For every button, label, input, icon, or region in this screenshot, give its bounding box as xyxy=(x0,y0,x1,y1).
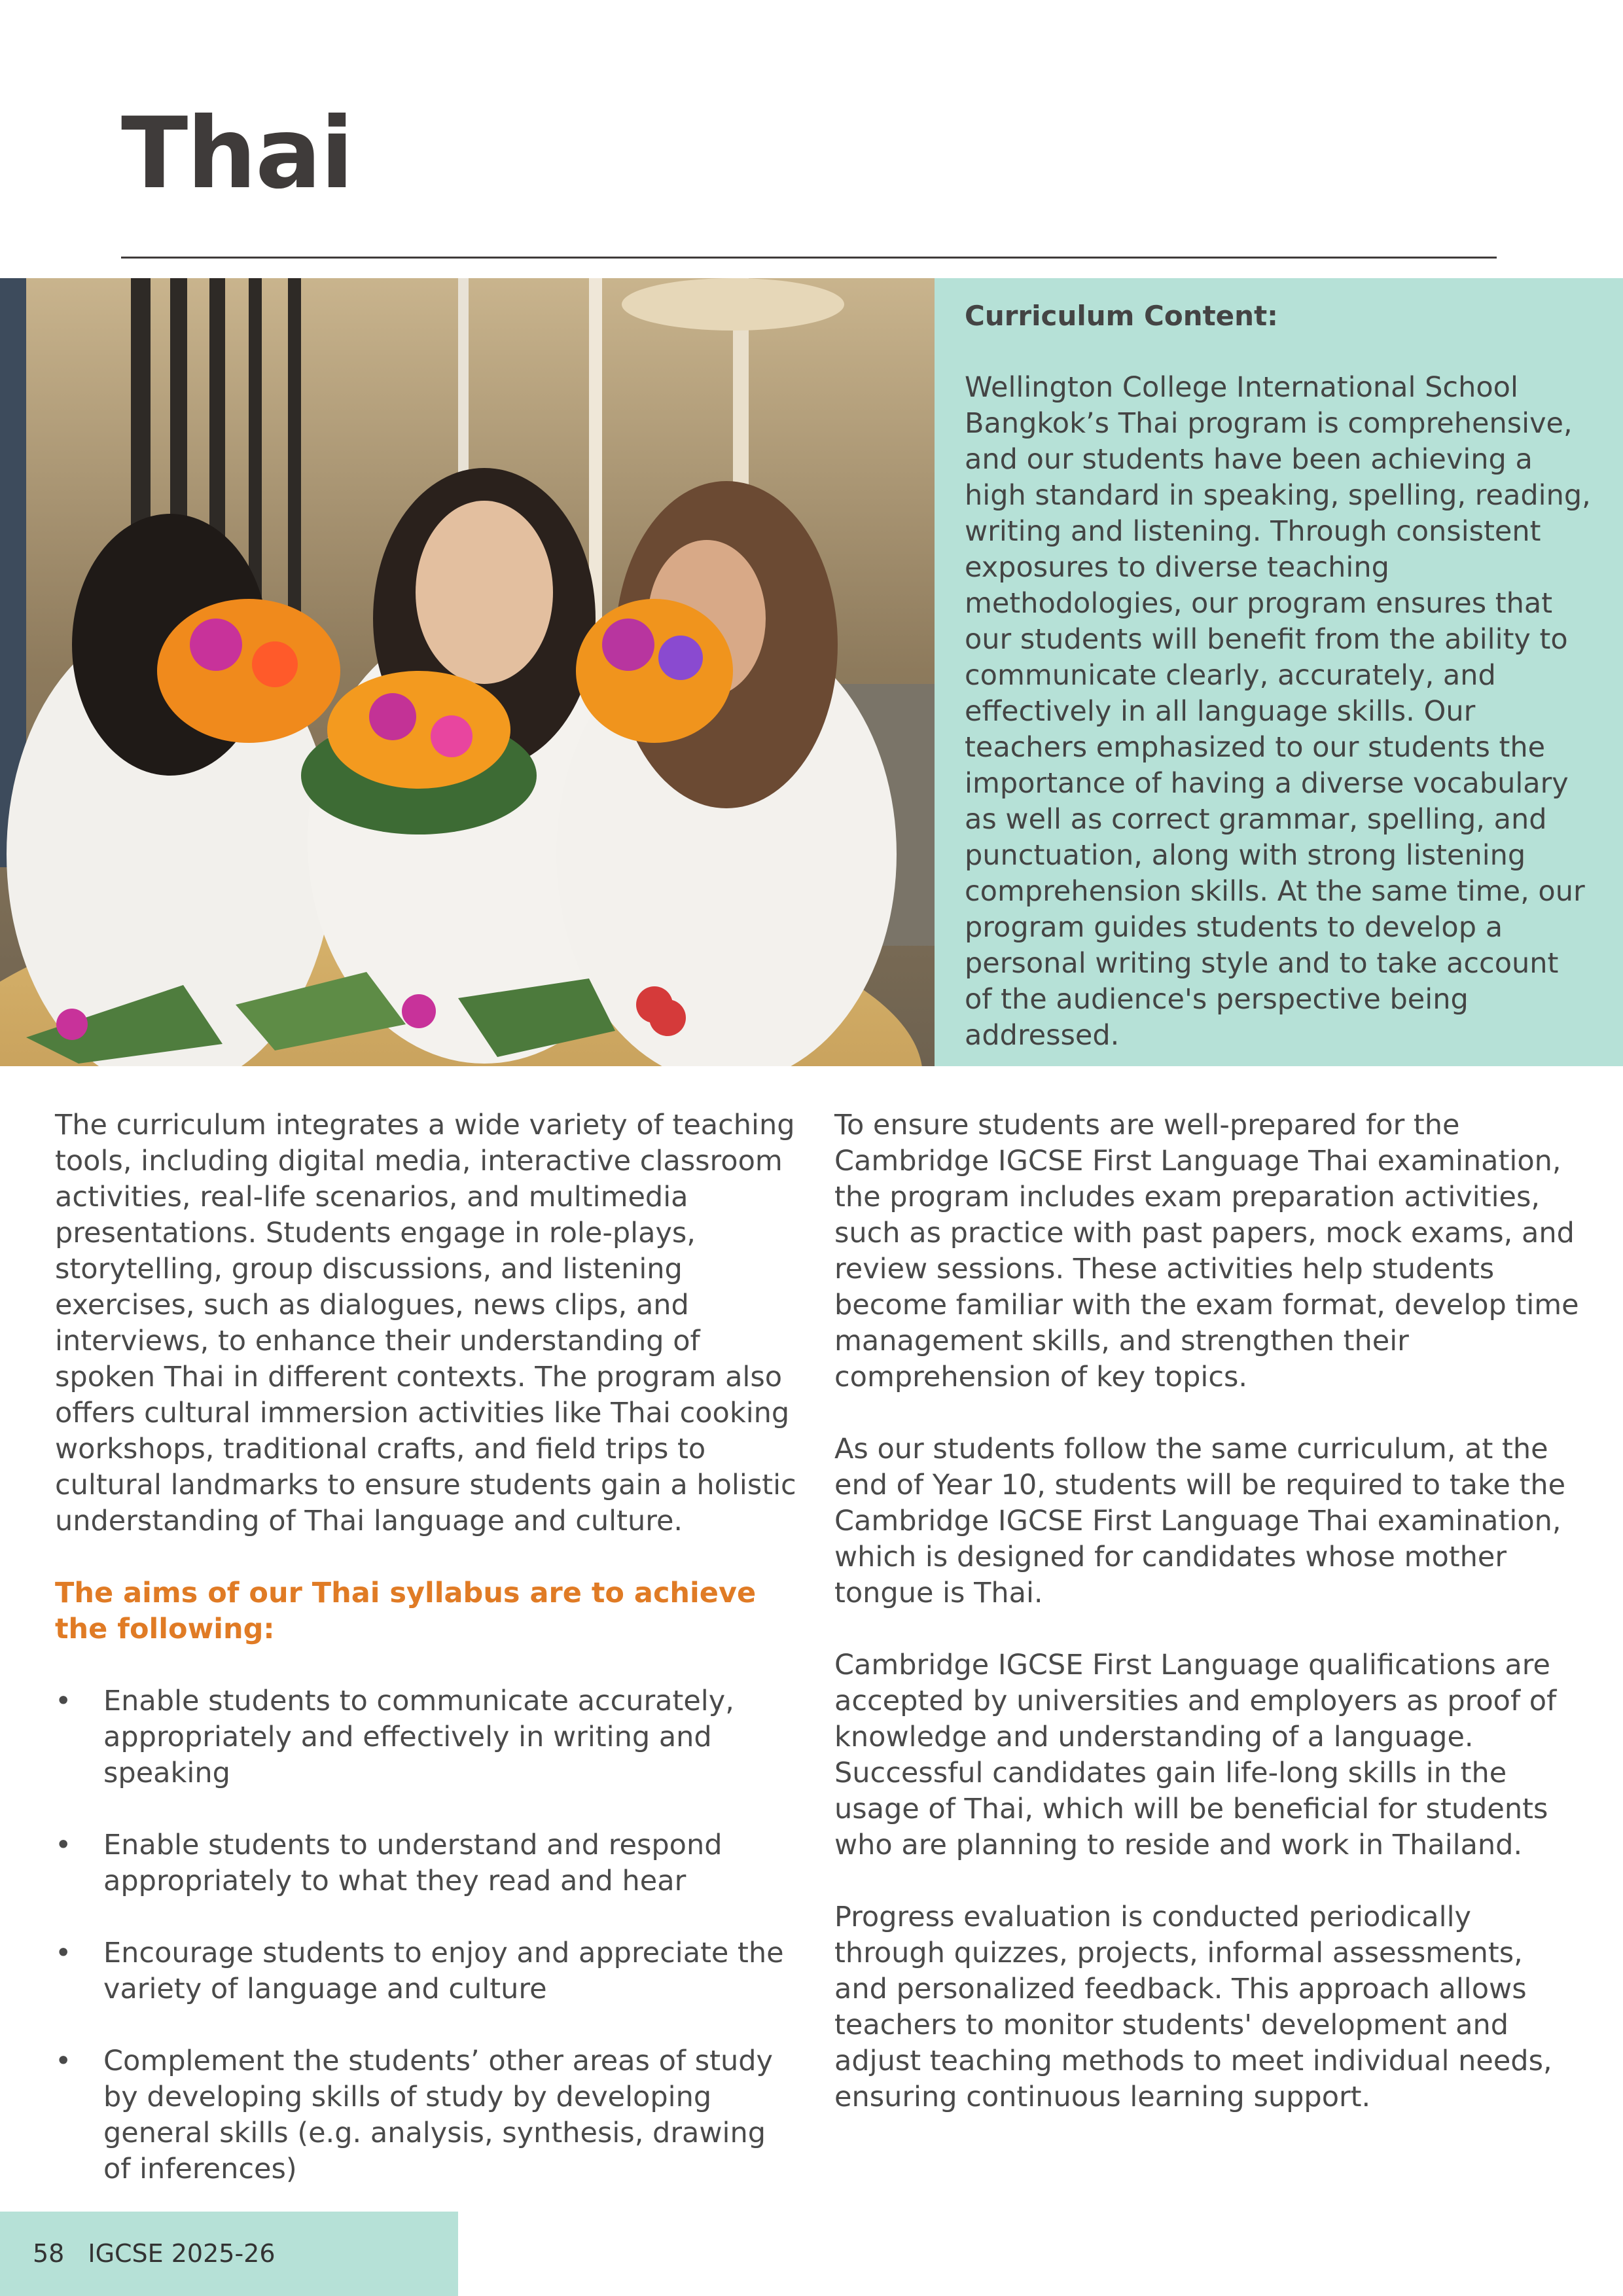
curriculum-content-panel xyxy=(935,278,1623,1066)
qualification-value-paragraph: Cambridge IGCSE First Language qualifications are accepted by universities and employers as proof of knowledge and understanding of a language. Successful candidates gain life-long skills in the usage of Thai, which will be beneficial for students who are planning to reside and work in Thailand. xyxy=(834,1649,1557,1861)
curriculum-content-heading: Curriculum Content: xyxy=(965,300,1278,332)
page-footer xyxy=(0,2212,458,2296)
aims-item-text: Enable students to communicate accurately, appropriately and effectively in writing and speaking xyxy=(103,1685,734,1789)
aims-item-text: Enable students to understand and respond appropriately to what they read and hear xyxy=(103,1829,722,1897)
curriculum-intro-paragraph: The curriculum integrates a wide variety of teaching tools, including digital media, interactive classroom activities, real-life scenarios, and multimedia presentations. Students engage in role-plays, storytelling, group discussions, and listening exercises, such as dialogues, news clips, and interviews, to enhance their understanding of spoken Thai in different contexts. The program also offers cultural immersion activities like Thai cooking workshops, traditional crafts, and field trips to cultural landmarks to ensure students gain a holistic understanding of Thai language and culture. xyxy=(55,1109,796,1537)
aims-item-text: Complement the students’ other areas of study by developing skills of study by developing general skills (e.g. analysis, synthesis, drawing of inferences) xyxy=(103,2045,773,2185)
publication-name: IGCSE 2025-26 xyxy=(88,2239,276,2268)
bullet-icon: • xyxy=(55,2045,72,2077)
students-krathong-photo xyxy=(0,278,935,1066)
aims-item-text: Encourage students to enjoy and appreciate the variety of language and culture xyxy=(103,1937,784,2005)
bullet-icon: • xyxy=(55,1829,72,1861)
right-column xyxy=(834,1107,1580,2151)
progress-evaluation-paragraph: Progress evaluation is conducted periodically through quizzes, projects, informal assessments, and personalized feedback. This approach allows teachers to monitor students' development and adjust teaching methods to meet individual needs, ensuring continuous learning support. xyxy=(834,1901,1552,2113)
aims-list-item xyxy=(55,2043,801,2187)
footer-text xyxy=(33,2239,299,2268)
title-divider xyxy=(121,257,1497,259)
bullet-icon: • xyxy=(55,1937,72,1969)
page-number: 58 xyxy=(33,2239,65,2268)
curriculum-content-body: Wellington College International School Bangkok’s Thai program is comprehensive, and our students have been achieving a high standard in speaking, spelling, reading, writing and listening. Through consistent exposures to diverse teaching methodologies, our program ensures that our students will benefit from the ability to communicate clearly, accurately, and effectively in all language skills. Our teachers emphasized to our students the importance of having a diverse vocabulary as well as correct grammar, spelling, and punctuation, along with strong listening comprehension skills. At the same time, our program guides students to develop a personal writing style and to take account of the audience's perspective being addressed. xyxy=(965,371,1591,1052)
left-column xyxy=(55,1107,801,2223)
page-title: Thai xyxy=(121,97,353,211)
aims-list-item xyxy=(55,1683,801,1791)
curriculum-content-text xyxy=(965,298,1593,1054)
year-10-exam-paragraph: As our students follow the same curriculum, at the end of Year 10, students will be required to take the Cambridge IGCSE First Language Thai examination, which is designed for candidates whose mother tongue is Thai. xyxy=(834,1433,1566,1609)
aims-heading: The aims of our Thai syllabus are to achieve the following: xyxy=(55,1577,757,1645)
aims-list-item xyxy=(55,1935,801,2007)
exam-preparation-paragraph: To ensure students are well-prepared for the Cambridge IGCSE First Language Thai examination, the program includes exam preparation activities, such as practice with past papers, mock exams, and review sessions. These activities help students become familiar with the exam format, develop time management skills, and strengthen their comprehension of key topics. xyxy=(834,1109,1579,1393)
aims-list xyxy=(55,1683,801,2187)
aims-list-item xyxy=(55,1827,801,1899)
bullet-icon: • xyxy=(55,1685,72,1717)
